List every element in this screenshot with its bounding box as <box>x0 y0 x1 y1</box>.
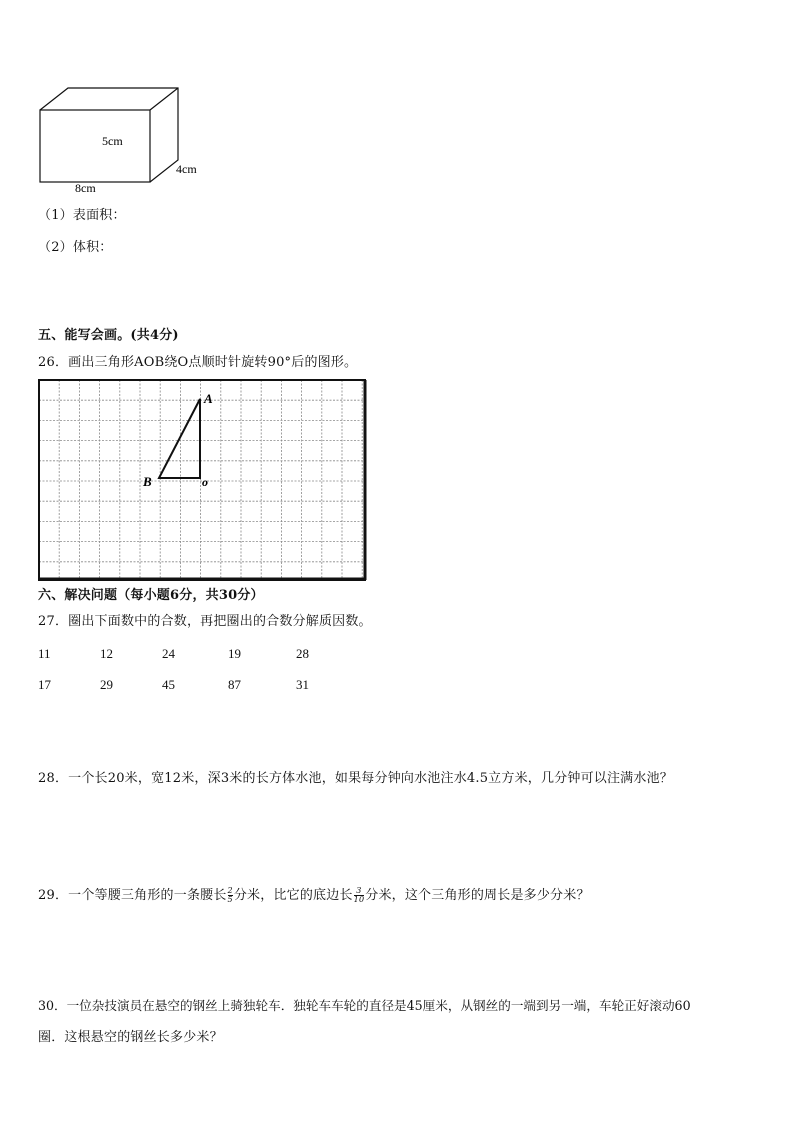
fraction-numerator: 3 <box>356 886 362 895</box>
q26-text: 26．画出三角形AOB绕O点顺时针旋转90°后的图形。 <box>38 355 358 370</box>
cuboid-length-label: 8cm <box>75 181 96 195</box>
q26-grid-figure <box>37 378 369 584</box>
label-b: B <box>143 474 152 489</box>
number-item: 45 <box>162 677 175 692</box>
label-o: o <box>202 475 208 489</box>
section5-title: 五、能写会画。(共4分) <box>38 328 179 343</box>
label-a: A <box>204 391 213 406</box>
fraction-numerator: 2 <box>227 886 233 895</box>
q29-fraction-1 <box>228 887 233 904</box>
number-item: 17 <box>38 677 51 692</box>
number-item: 11 <box>38 646 51 661</box>
q28-text: 28．一个长20米，宽12米，深3米的长方体水池，如果每分钟向水池注水4.5立方米，几分钟可以注满水池？ <box>38 771 673 786</box>
q27-row-1 <box>38 646 338 664</box>
number-item: 24 <box>162 646 175 661</box>
fraction-denominator: 10 <box>353 895 365 904</box>
number-item: 29 <box>100 677 113 692</box>
triangle-aob <box>159 399 200 478</box>
number-item: 28 <box>296 646 309 661</box>
cuboid-figure <box>30 82 210 197</box>
q25-volume-prompt: （2）体积： <box>38 240 113 255</box>
number-item: 12 <box>100 646 113 661</box>
q25-surface-area-prompt: （1）表面积： <box>38 208 126 223</box>
q29-part-b: 分米，比它的底边长 <box>233 888 353 903</box>
number-item: 87 <box>228 677 241 692</box>
cuboid-height-label: 5cm <box>102 134 123 148</box>
cuboid-depth-label: 4cm <box>176 162 197 176</box>
number-item: 19 <box>228 646 241 661</box>
fraction-denominator: 5 <box>227 895 233 904</box>
section6-title: 六、解决问题（每小题6分，共30分） <box>38 588 264 603</box>
q29-part-c: 分米，这个三角形的周长是多少分米？ <box>365 888 590 903</box>
q30-line-1: 30．一位杂技演员在悬空的钢丝上骑独轮车．独轮车车轮的直径是45厘米，从钢丝的一端到另一端，车轮正好滚动60 <box>38 998 691 1013</box>
q27-text: 27．圈出下面数中的合数，再把圈出的合数分解质因数。 <box>38 614 372 629</box>
number-item: 31 <box>296 677 309 692</box>
q29-text <box>38 887 590 904</box>
q29-part-a: 29．一个等腰三角形的一条腰长 <box>38 888 227 903</box>
q30-line-2: 圈．这根悬空的钢丝长多少米？ <box>38 1030 223 1045</box>
q27-row-2 <box>38 677 338 695</box>
q29-fraction-2 <box>354 887 365 904</box>
